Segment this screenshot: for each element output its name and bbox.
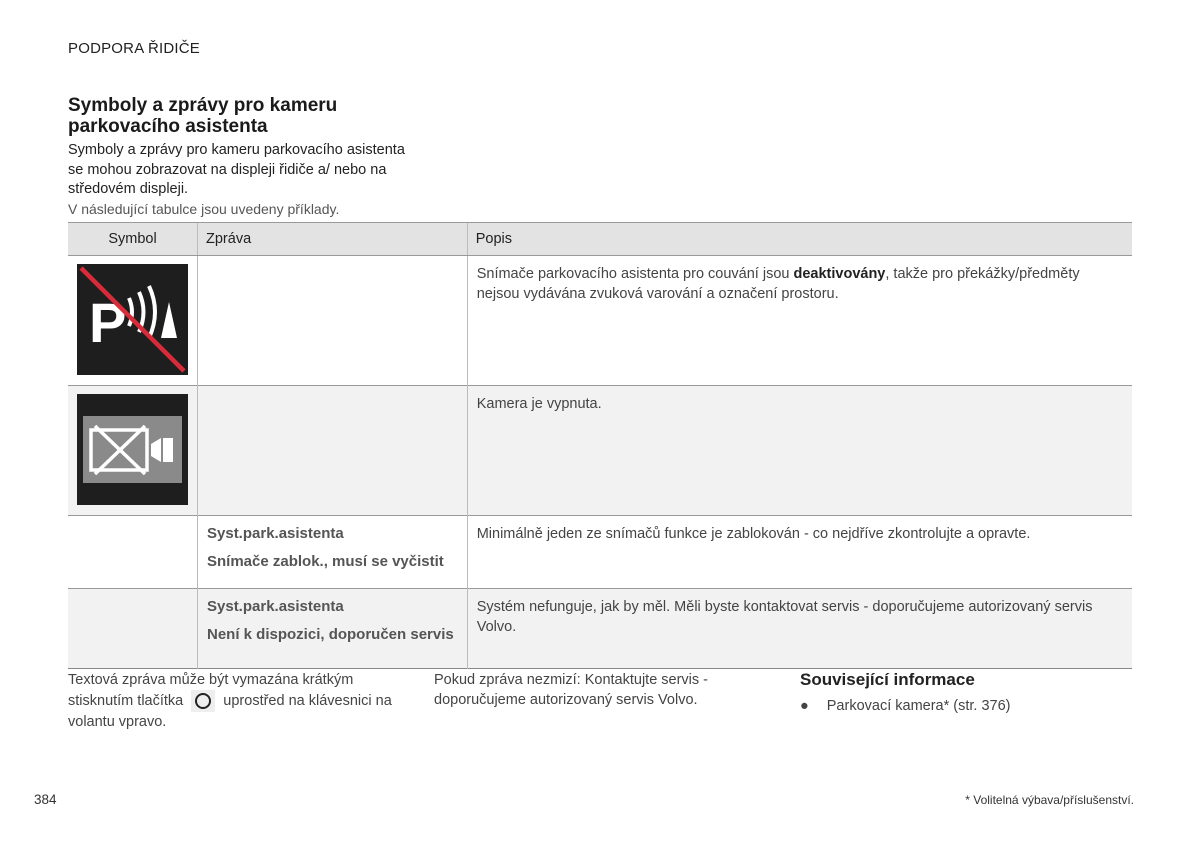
table-row [68, 256, 1132, 386]
symbol-cell [68, 516, 198, 589]
message-cell [198, 256, 468, 386]
message-line: Snímače zablok., musí se vyčistit [207, 553, 444, 570]
intro-text: Symboly a zprávy pro kameru parkovacího asistenta se mohou zobrazovat na displeji řidiče a/ nebo na středovém displeji. [68, 142, 405, 197]
header-description: Popis [467, 223, 1132, 256]
related-heading: Související informace [800, 670, 975, 689]
message-cell [198, 516, 468, 589]
related-info [800, 670, 1140, 714]
table-row [68, 386, 1132, 516]
table-row [68, 589, 1132, 669]
symbol-cell [68, 386, 198, 516]
related-item[interactable] [800, 698, 1140, 714]
message-line: Není k dispozici, doporučen servis [207, 626, 454, 643]
description-cell: Snímače parkovacího asistenta pro couvání jsou deaktivovány, takže pro překážky/předměty nejsou vydávána zvuková varování a označení prostoru. [467, 256, 1132, 386]
svg-text:P: P [89, 291, 127, 354]
page-number: 384 [34, 792, 57, 807]
symbol-cell [68, 589, 198, 669]
intro [68, 141, 408, 219]
description-cell: Minimálně jeden ze snímačů funkce je zablokován - co nejdříve zkontrolujte a opravte. [467, 516, 1132, 589]
related-link[interactable]: Parkovací kamera* (str. 376) [826, 698, 1011, 714]
description-cell: Kamera je vypnuta. [467, 386, 1132, 516]
bullet-icon: ● [800, 698, 809, 714]
header-message: Zpráva [198, 223, 468, 256]
message-cell [198, 386, 468, 516]
steering-button-circle-icon [191, 690, 215, 712]
section-header: PODPORA ŘIDIČE [68, 40, 200, 57]
message-line: Syst.park.asistenta [207, 598, 344, 615]
camera-off-icon [77, 394, 188, 505]
symbol-cell [68, 256, 198, 386]
symbols-table [68, 222, 1132, 669]
message-line: Syst.park.asistenta [207, 525, 344, 542]
note-clear-message: Textová zpráva může být vymazána krátkým stisknutím tlačítka uprostřed na klávesnici na volantu vpravo. [68, 672, 392, 730]
header-symbol: Symbol [68, 223, 198, 256]
page-title: Symboly a zprávy pro kameru parkovacího asistenta [68, 95, 338, 137]
intro-subtext: V následující tabulce jsou uvedeny příklady. [68, 200, 340, 217]
parking-sensors-off-icon [77, 264, 188, 375]
note-contact-service: Pokud zpráva nezmizí: Kontaktujte servis - doporučujeme autorizovaný servis Volvo. [434, 672, 709, 708]
table-row [68, 516, 1132, 589]
message-cell [198, 589, 468, 669]
footnote: * Volitelná výbava/příslušenství. [965, 793, 1134, 807]
deactivated-emphasis: deaktivovány [793, 266, 886, 282]
description-cell: Systém nefunguje, jak by měl. Měli byste kontaktovat servis - doporučujeme autorizovaný servis Volvo. [467, 589, 1132, 669]
table-header-row [68, 223, 1132, 256]
